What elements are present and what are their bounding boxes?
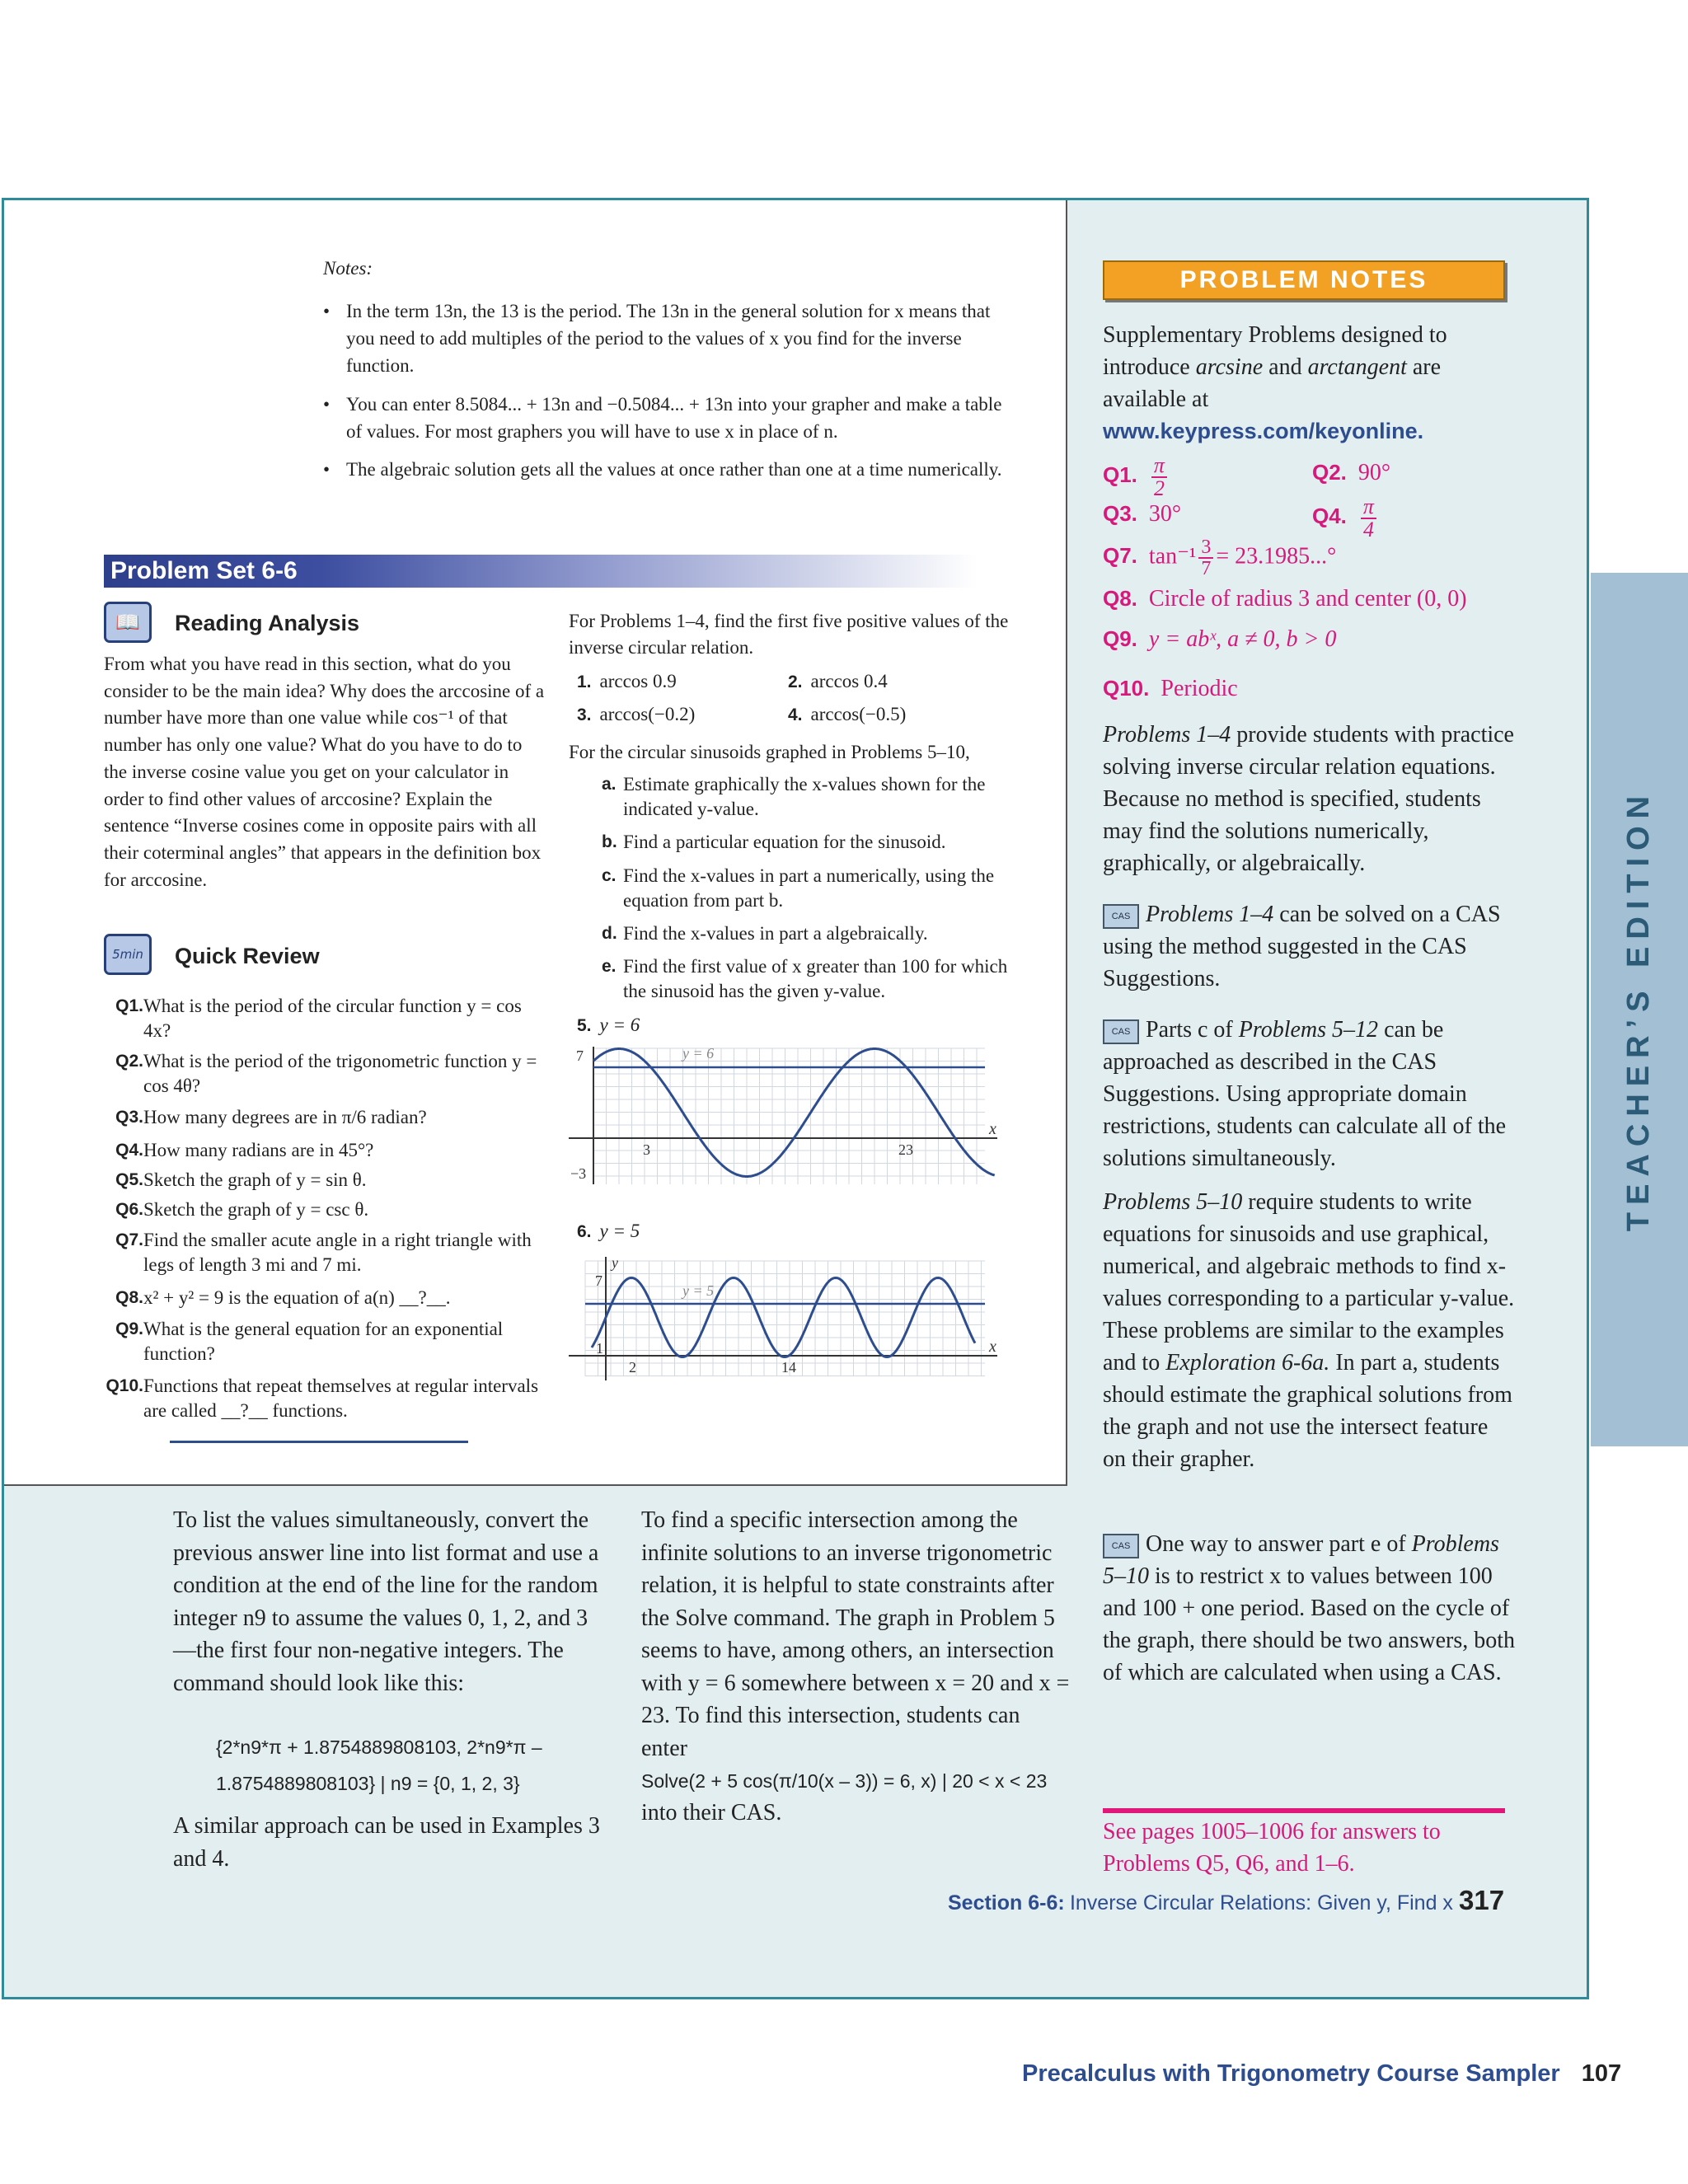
quick-review-item: Q8. x² + y² = 9 is the equation of a(n) __?__. bbox=[115, 1287, 451, 1308]
line-label: y = 5 bbox=[682, 1282, 715, 1299]
quick-review-item: Q2. What is the period of the trigonometric function y = cos 4θ? bbox=[115, 1051, 537, 1096]
y-tick-7: 7 bbox=[576, 1047, 584, 1064]
answer-q3: Q3. 30° bbox=[1103, 501, 1182, 527]
cas-icon: CAS bbox=[1103, 1019, 1139, 1044]
problem-6-label: 6. y = 5 bbox=[577, 1221, 640, 1241]
graph-problem-6 bbox=[569, 1253, 1006, 1385]
cas-icon: CAS bbox=[1103, 904, 1139, 929]
quick-review-item: Q10. Functions that repeat themselves at regular intervals are called __?__ functions. bbox=[106, 1376, 539, 1421]
book-icon: 📖 bbox=[104, 602, 152, 643]
quick-review-item: Q7. Find the smaller acute angle in a right triangle with legs of length 3 mi and 7 mi. bbox=[115, 1230, 532, 1275]
quick-review-heading: Quick Review bbox=[175, 944, 320, 968]
problem-set-title: Problem Set 6-6 bbox=[110, 557, 298, 584]
problems-5-10-intro: For the circular sinusoids graphed in Problems 5–10, bbox=[569, 742, 970, 762]
quick-review-item: Q6. Sketch the graph of y = csc θ. bbox=[115, 1199, 369, 1220]
problem-4: 4. arccos(−0.5) bbox=[788, 704, 907, 724]
x-tick-3: 3 bbox=[643, 1141, 650, 1158]
list-values-note: To list the values simultaneously, convert the previous answer line into list format and use a condition at the end of the line for the random integer n9 to assume the values 0, 1, 2, and 3—the first four non-negative integers. The command should look like this: bbox=[173, 1507, 599, 1696]
reading-analysis-heading: Reading Analysis bbox=[175, 611, 360, 635]
part-d: d. Find the x-values in part a algebraically. bbox=[602, 923, 928, 944]
reading-analysis-text: From what you have read in this section, what do you consider to be the main idea? Why does the arccosine of a number have more than one value while cos⁻¹ of that number has only one value? What do you have to do to the inverse cosine value you get on your calculator in order to find other values of arccosine? Explain the sentence “Inverse cosines come in opposite pairs with all their coterminal angles” that appears in the definition box for arccosine. bbox=[104, 654, 545, 890]
answer-q7: Q7. tan⁻¹ $\frac{3}{7}$ = 23.1985...° bbox=[1103, 537, 1337, 579]
y-tick-neg3: −3 bbox=[570, 1165, 587, 1182]
teachers-edition-label-box bbox=[1591, 573, 1688, 1446]
quick-review-item: Q4. How many radians are in 45°? bbox=[115, 1140, 374, 1160]
answer-q4: Q4. $\frac{\pi}{4}$ bbox=[1312, 496, 1379, 541]
keypress-link[interactable]: www.keypress.com/keyonline. bbox=[1103, 419, 1424, 443]
answers-rule bbox=[1103, 1808, 1505, 1813]
answer-q9: Q9. y = abˣ, a ≠ 0, b > 0 bbox=[1103, 626, 1337, 652]
line-label: y = 6 bbox=[682, 1045, 715, 1062]
cas-icon: CAS bbox=[1103, 1534, 1139, 1558]
section-footer: Section 6-6: Inverse Circular Relations: Given y, Find x bbox=[948, 1891, 1453, 1915]
graph-problem-5 bbox=[569, 1040, 1006, 1188]
into-cas-note: into their CAS. bbox=[641, 1800, 782, 1825]
x-axis-label: x bbox=[989, 1120, 996, 1138]
part-e: e. Find the first value of x greater than 100 for which the sinusoid has the given y-value. bbox=[602, 956, 1008, 1001]
teachers-edition-label: TEACHER’S EDITION bbox=[1621, 788, 1657, 1231]
note-problems-1-4: Problems 1–4 provide students with practice solving inverse circular relation equations. Because no method is specified, students may find the solutions numerically, graphically, or algebraically. bbox=[1103, 722, 1514, 876]
supplementary-problems-text: Supplementary Problems designed to introduce arcsine and arctangent are available at www.keypress.com/keyonline. bbox=[1103, 322, 1447, 443]
answer-q2: Q2. 90° bbox=[1312, 460, 1391, 485]
quick-review-item: Q9. What is the general equation for an exponential function? bbox=[115, 1319, 504, 1364]
x-axis-label: x bbox=[989, 1338, 996, 1356]
similar-approach-note: A similar approach can be used in Examples 3 and 4. bbox=[173, 1813, 600, 1872]
note-bullet: • The algebraic solution gets all the values at once rather than one at a time numerically. bbox=[323, 459, 1002, 480]
quick-review-item: Q3. How many degrees are in π/6 radian? bbox=[115, 1107, 427, 1127]
part-b: b. Find a particular equation for the sinusoid. bbox=[602, 832, 946, 852]
y-axis-label: y bbox=[612, 1254, 618, 1271]
x-tick-2: 2 bbox=[629, 1359, 636, 1376]
part-a: a. Estimate graphically the x-values shown for the indicated y-value. bbox=[602, 774, 986, 819]
y-tick-7: 7 bbox=[595, 1272, 603, 1289]
quick-review-item: Q1. What is the period of the circular function y = cos 4x? bbox=[115, 996, 522, 1041]
note-bullet: • In the term 13n, the 13 is the period. The 13n in the general solution for x means that you need to add multiples of the period to the values of x you find for the inverse function. bbox=[323, 301, 991, 376]
note-bullet: • You can enter 8.5084... + 13n and −0.5084... + 13n into your grapher and make a table of values. For most graphers you will have to use x in place of n. bbox=[323, 394, 1002, 442]
answer-q1: Q1. $\frac{\pi}{2}$ bbox=[1103, 455, 1170, 499]
page-number: 317 bbox=[1459, 1885, 1505, 1915]
sampler-footer: Precalculus with Trigonometry Course Sampler 107 bbox=[1022, 2060, 1622, 2087]
quick-review-item: Q5. Sketch the graph of y = sin θ. bbox=[115, 1169, 367, 1190]
note-cas-problems-5-12: CAS Parts c of Problems 5–12 can be approached as described in the CAS Suggestions. Using appropriate domain restrictions, students can calculate all of the solutions simultaneously. bbox=[1103, 1017, 1507, 1171]
problems-1-4-intro: For Problems 1–4, find the first five positive values of the inverse circular relation. bbox=[569, 611, 1009, 658]
x-tick-14: 14 bbox=[781, 1359, 796, 1376]
answer-q8: Q8. Circle of radius 3 and center (0, 0) bbox=[1103, 586, 1467, 612]
intersection-note: To find a specific intersection among the infinite solutions to an inverse trigonometric relation, it is helpful to state constraints after the Solve command. The graph in Problem 5 seems to have, among others, an intersection with y = 6 somewhere between x = 20 and x = 23. To find this intersection, students can enter bbox=[641, 1507, 1070, 1761]
x-tick-23: 23 bbox=[898, 1141, 913, 1158]
note-problems-5-10: Problems 5–10 require students to write equations for sinusoids and use graphical, numerical, and algebraic methods to find x-values corresponding to a particular y-value. These problems are similar to the examples and to Exploration 6-6a. In part a, students should estimate the graphical solutions from the graph and not use the intersect feature on their grapher. bbox=[1103, 1189, 1515, 1472]
notes-label: Notes: bbox=[323, 258, 373, 279]
part-c: c. Find the x-values in part a numerically, using the equation from part b. bbox=[602, 865, 995, 911]
end-rule bbox=[170, 1441, 468, 1443]
note-cas-problems-1-4: CAS Problems 1–4 can be solved on a CAS using the method suggested in the CAS Suggestions. bbox=[1103, 902, 1501, 991]
solve-command-code: Solve(2 + 5 cos(π/10(x – 3)) = 6, x) | 20 < x < 23 bbox=[641, 1770, 1048, 1792]
see-pages-note: See pages 1005–1006 for answers to Problems Q5, Q6, and 1–6. bbox=[1103, 1819, 1441, 1877]
problem-1: 1. arccos 0.9 bbox=[577, 671, 677, 691]
y-tick-1: 1 bbox=[596, 1340, 603, 1357]
problem-5-label: 5. y = 6 bbox=[577, 1015, 640, 1035]
problem-3: 3. arccos(−0.2) bbox=[577, 704, 696, 724]
list-command-code: {2*n9*π + 1.8754889808103, 2*n9*π – 1.8754889808103} | n9 = {0, 1, 2, 3} bbox=[216, 1736, 542, 1794]
answer-q10: Q10. Periodic bbox=[1103, 676, 1238, 701]
problem-2: 2. arccos 0.4 bbox=[788, 671, 888, 691]
problem-notes-header: PROBLEM NOTES bbox=[1103, 260, 1505, 300]
note-cas-part-e: CAS One way to answer part e of Problems 5–10 is to restrict x to values between 100 and 100 + one period. Based on the cycle of the graph, there should be two answers, both of which are calculated when using a CAS. bbox=[1103, 1531, 1515, 1685]
stopwatch-icon: 5min bbox=[104, 934, 152, 975]
sampler-page-number: 107 bbox=[1581, 2060, 1622, 2087]
